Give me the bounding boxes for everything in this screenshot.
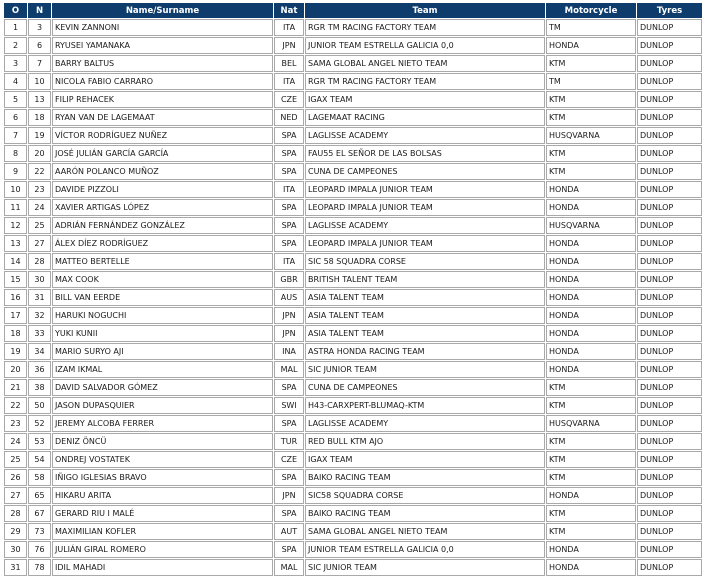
- number-cell: 53: [28, 433, 51, 450]
- table-row: [4, 289, 702, 306]
- nationality-cell: SPA: [274, 379, 304, 396]
- name-cell: ÁLEX DÍEZ RODRÍGUEZ: [52, 235, 273, 252]
- number-cell: 58: [28, 469, 51, 486]
- col-header-tyres: Tyres: [637, 3, 702, 18]
- table-row: [4, 55, 702, 72]
- team-cell: BRITISH TALENT TEAM: [305, 271, 545, 288]
- motorcycle-cell: HONDA: [546, 559, 636, 576]
- nationality-cell: GBR: [274, 271, 304, 288]
- tyres-cell: DUNLOP: [637, 415, 702, 432]
- position-cell: 1: [4, 19, 27, 36]
- tyres-cell: DUNLOP: [637, 253, 702, 270]
- team-cell: LEOPARD IMPALA JUNIOR TEAM: [305, 199, 545, 216]
- name-cell: AARÓN POLANCO MUÑOZ: [52, 163, 273, 180]
- position-cell: 18: [4, 325, 27, 342]
- nationality-cell: NED: [274, 109, 304, 126]
- position-cell: 21: [4, 379, 27, 396]
- tyres-cell: DUNLOP: [637, 55, 702, 72]
- name-cell: JEREMY ALCOBA FERRER: [52, 415, 273, 432]
- table-row: [4, 127, 702, 144]
- tyres-cell: DUNLOP: [637, 559, 702, 576]
- name-cell: MATTEO BERTELLE: [52, 253, 273, 270]
- number-cell: 54: [28, 451, 51, 468]
- tyres-cell: DUNLOP: [637, 361, 702, 378]
- number-cell: 25: [28, 217, 51, 234]
- number-cell: 27: [28, 235, 51, 252]
- col-header-number: N: [28, 3, 51, 18]
- nationality-cell: SWI: [274, 397, 304, 414]
- position-cell: 10: [4, 181, 27, 198]
- position-cell: 28: [4, 505, 27, 522]
- team-cell: RED BULL KTM AJO: [305, 433, 545, 450]
- number-cell: 13: [28, 91, 51, 108]
- team-cell: JUNIOR TEAM ESTRELLA GALICIA 0,0: [305, 37, 545, 54]
- motorcycle-cell: HONDA: [546, 289, 636, 306]
- tyres-cell: DUNLOP: [637, 451, 702, 468]
- number-cell: 18: [28, 109, 51, 126]
- table-row: [4, 73, 702, 90]
- motorcycle-cell: HONDA: [546, 541, 636, 558]
- position-cell: 7: [4, 127, 27, 144]
- table-row: [4, 541, 702, 558]
- motorcycle-cell: HONDA: [546, 487, 636, 504]
- col-header-motorcycle: Motorcycle: [546, 3, 636, 18]
- motorcycle-cell: HONDA: [546, 181, 636, 198]
- nationality-cell: TUR: [274, 433, 304, 450]
- table-row: [4, 235, 702, 252]
- position-cell: 8: [4, 145, 27, 162]
- table-row: [4, 109, 702, 126]
- position-cell: 30: [4, 541, 27, 558]
- tyres-cell: DUNLOP: [637, 181, 702, 198]
- tyres-cell: DUNLOP: [637, 199, 702, 216]
- motorcycle-cell: KTM: [546, 163, 636, 180]
- table-row: [4, 343, 702, 360]
- table-row: [4, 163, 702, 180]
- position-cell: 14: [4, 253, 27, 270]
- tyres-cell: DUNLOP: [637, 127, 702, 144]
- tyres-cell: DUNLOP: [637, 19, 702, 36]
- table-row: [4, 487, 702, 504]
- nationality-cell: SPA: [274, 541, 304, 558]
- position-cell: 25: [4, 451, 27, 468]
- tyres-cell: DUNLOP: [637, 217, 702, 234]
- name-cell: BARRY BALTUS: [52, 55, 273, 72]
- tyres-cell: DUNLOP: [637, 73, 702, 90]
- name-cell: JASON DUPASQUIER: [52, 397, 273, 414]
- number-cell: 38: [28, 379, 51, 396]
- tyres-cell: DUNLOP: [637, 469, 702, 486]
- tyres-cell: DUNLOP: [637, 523, 702, 540]
- name-cell: HIKARU ARITA: [52, 487, 273, 504]
- name-cell: DAVID SALVADOR GÓMEZ: [52, 379, 273, 396]
- nationality-cell: JPN: [274, 487, 304, 504]
- nationality-cell: SPA: [274, 469, 304, 486]
- number-cell: 22: [28, 163, 51, 180]
- position-cell: 29: [4, 523, 27, 540]
- nationality-cell: INA: [274, 343, 304, 360]
- motorcycle-cell: HONDA: [546, 271, 636, 288]
- motorcycle-cell: KTM: [546, 505, 636, 522]
- number-cell: 23: [28, 181, 51, 198]
- motorcycle-cell: KTM: [546, 397, 636, 414]
- table-row: [4, 37, 702, 54]
- number-cell: 10: [28, 73, 51, 90]
- number-cell: 78: [28, 559, 51, 576]
- name-cell: HARUKI NOGUCHI: [52, 307, 273, 324]
- nationality-cell: SPA: [274, 505, 304, 522]
- tyres-cell: DUNLOP: [637, 541, 702, 558]
- number-cell: 20: [28, 145, 51, 162]
- nationality-cell: SPA: [274, 415, 304, 432]
- number-cell: 28: [28, 253, 51, 270]
- table-row: [4, 181, 702, 198]
- table-row: [4, 19, 702, 36]
- team-cell: CUNA DE CAMPEONES: [305, 379, 545, 396]
- team-cell: LAGLISSE ACADEMY: [305, 127, 545, 144]
- team-cell: LEOPARD IMPALA JUNIOR TEAM: [305, 181, 545, 198]
- motorcycle-cell: HONDA: [546, 199, 636, 216]
- name-cell: IÑIGO IGLESIAS BRAVO: [52, 469, 273, 486]
- position-cell: 22: [4, 397, 27, 414]
- team-cell: ASIA TALENT TEAM: [305, 289, 545, 306]
- name-cell: YUKI KUNII: [52, 325, 273, 342]
- motorcycle-cell: KTM: [546, 91, 636, 108]
- nationality-cell: ITA: [274, 181, 304, 198]
- position-cell: 4: [4, 73, 27, 90]
- position-cell: 9: [4, 163, 27, 180]
- name-cell: MAXIMILIAN KOFLER: [52, 523, 273, 540]
- name-cell: IDIL MAHADI: [52, 559, 273, 576]
- nationality-cell: SPA: [274, 235, 304, 252]
- number-cell: 73: [28, 523, 51, 540]
- team-cell: LEOPARD IMPALA JUNIOR TEAM: [305, 235, 545, 252]
- position-cell: 26: [4, 469, 27, 486]
- motorcycle-cell: HONDA: [546, 361, 636, 378]
- nationality-cell: ITA: [274, 253, 304, 270]
- nationality-cell: SPA: [274, 217, 304, 234]
- team-cell: LAGLISSE ACADEMY: [305, 217, 545, 234]
- motorcycle-cell: KTM: [546, 145, 636, 162]
- motorcycle-cell: HONDA: [546, 307, 636, 324]
- table-row: [4, 505, 702, 522]
- position-cell: 24: [4, 433, 27, 450]
- team-cell: JUNIOR TEAM ESTRELLA GALICIA 0,0: [305, 541, 545, 558]
- motorcycle-cell: HONDA: [546, 343, 636, 360]
- team-cell: ASIA TALENT TEAM: [305, 325, 545, 342]
- nationality-cell: JPN: [274, 307, 304, 324]
- tyres-cell: DUNLOP: [637, 235, 702, 252]
- name-cell: JULIÁN GIRAL ROMERO: [52, 541, 273, 558]
- position-cell: 11: [4, 199, 27, 216]
- tyres-cell: DUNLOP: [637, 271, 702, 288]
- team-cell: CUNA DE CAMPEONES: [305, 163, 545, 180]
- number-cell: 76: [28, 541, 51, 558]
- number-cell: 30: [28, 271, 51, 288]
- nationality-cell: MAL: [274, 361, 304, 378]
- tyres-cell: DUNLOP: [637, 145, 702, 162]
- team-cell: SIC JUNIOR TEAM: [305, 559, 545, 576]
- team-cell: SAMA GLOBAL ANGEL NIETO TEAM: [305, 55, 545, 72]
- nationality-cell: AUS: [274, 289, 304, 306]
- team-cell: IGAX TEAM: [305, 451, 545, 468]
- name-cell: RYAN VAN DE LAGEMAAT: [52, 109, 273, 126]
- name-cell: MARIO SURYO AJI: [52, 343, 273, 360]
- motorcycle-cell: HONDA: [546, 37, 636, 54]
- header-row: [4, 3, 702, 18]
- motorcycle-cell: KTM: [546, 451, 636, 468]
- motorcycle-cell: KTM: [546, 379, 636, 396]
- col-header-position: O: [4, 3, 27, 18]
- team-cell: ASIA TALENT TEAM: [305, 307, 545, 324]
- table-row: [4, 145, 702, 162]
- number-cell: 19: [28, 127, 51, 144]
- col-header-name: Name/Surname: [52, 3, 273, 18]
- team-cell: BAIKO RACING TEAM: [305, 505, 545, 522]
- number-cell: 34: [28, 343, 51, 360]
- name-cell: ONDREJ VOSTATEK: [52, 451, 273, 468]
- number-cell: 24: [28, 199, 51, 216]
- table-row: [4, 559, 702, 576]
- motorcycle-cell: TM: [546, 19, 636, 36]
- position-cell: 13: [4, 235, 27, 252]
- tyres-cell: DUNLOP: [637, 325, 702, 342]
- table-row: [4, 523, 702, 540]
- table-row: [4, 199, 702, 216]
- motorcycle-cell: HUSQVARNA: [546, 415, 636, 432]
- nationality-cell: SPA: [274, 199, 304, 216]
- table-row: [4, 361, 702, 378]
- motorcycle-cell: HONDA: [546, 325, 636, 342]
- motorcycle-cell: KTM: [546, 433, 636, 450]
- position-cell: 27: [4, 487, 27, 504]
- team-cell: SIC JUNIOR TEAM: [305, 361, 545, 378]
- name-cell: VÍCTOR RODRÍGUEZ NUÑEZ: [52, 127, 273, 144]
- name-cell: NICOLA FABIO CARRARO: [52, 73, 273, 90]
- tyres-cell: DUNLOP: [637, 379, 702, 396]
- motorcycle-cell: HUSQVARNA: [546, 127, 636, 144]
- table-row: [4, 397, 702, 414]
- team-cell: SAMA GLOBAL ANGEL NIETO TEAM: [305, 523, 545, 540]
- table-row: [4, 271, 702, 288]
- tyres-cell: DUNLOP: [637, 91, 702, 108]
- tyres-cell: DUNLOP: [637, 343, 702, 360]
- name-cell: DENIZ ÖNCÜ: [52, 433, 273, 450]
- nationality-cell: SPA: [274, 127, 304, 144]
- table-row: [4, 325, 702, 342]
- position-cell: 12: [4, 217, 27, 234]
- number-cell: 36: [28, 361, 51, 378]
- motorcycle-cell: KTM: [546, 523, 636, 540]
- nationality-cell: AUT: [274, 523, 304, 540]
- table-row: [4, 379, 702, 396]
- number-cell: 31: [28, 289, 51, 306]
- table-row: [4, 451, 702, 468]
- name-cell: JOSÉ JULIÁN GARCÍA GARCÍA: [52, 145, 273, 162]
- team-cell: ASTRA HONDA RACING TEAM: [305, 343, 545, 360]
- team-cell: FAU55 EL SEÑOR DE LAS BOLSAS: [305, 145, 545, 162]
- nationality-cell: ITA: [274, 19, 304, 36]
- tyres-cell: DUNLOP: [637, 37, 702, 54]
- col-header-nationality: Nat: [274, 3, 304, 18]
- team-cell: RGR TM RACING FACTORY TEAM: [305, 73, 545, 90]
- name-cell: GERARD RIU I MALÉ: [52, 505, 273, 522]
- name-cell: FILIP REHACEK: [52, 91, 273, 108]
- name-cell: ADRIÁN FERNÁNDEZ GONZÁLEZ: [52, 217, 273, 234]
- position-cell: 23: [4, 415, 27, 432]
- position-cell: 6: [4, 109, 27, 126]
- position-cell: 3: [4, 55, 27, 72]
- table-row: [4, 307, 702, 324]
- name-cell: BILL VAN EERDE: [52, 289, 273, 306]
- name-cell: KEVIN ZANNONI: [52, 19, 273, 36]
- tyres-cell: DUNLOP: [637, 109, 702, 126]
- number-cell: 3: [28, 19, 51, 36]
- number-cell: 65: [28, 487, 51, 504]
- number-cell: 67: [28, 505, 51, 522]
- motorcycle-cell: KTM: [546, 469, 636, 486]
- nationality-cell: BEL: [274, 55, 304, 72]
- motorcycle-cell: HONDA: [546, 235, 636, 252]
- nationality-cell: JPN: [274, 325, 304, 342]
- tyres-cell: DUNLOP: [637, 307, 702, 324]
- col-header-team: Team: [305, 3, 545, 18]
- position-cell: 5: [4, 91, 27, 108]
- tyres-cell: DUNLOP: [637, 505, 702, 522]
- number-cell: 33: [28, 325, 51, 342]
- nationality-cell: JPN: [274, 37, 304, 54]
- name-cell: XAVIER ARTIGAS LÓPEZ: [52, 199, 273, 216]
- entry-list-table: [3, 2, 703, 577]
- motorcycle-cell: TM: [546, 73, 636, 90]
- motorcycle-cell: HONDA: [546, 253, 636, 270]
- nationality-cell: SPA: [274, 163, 304, 180]
- table-row: [4, 91, 702, 108]
- nationality-cell: SPA: [274, 145, 304, 162]
- name-cell: MAX COOK: [52, 271, 273, 288]
- motorcycle-cell: HUSQVARNA: [546, 217, 636, 234]
- position-cell: 15: [4, 271, 27, 288]
- team-cell: BAIKO RACING TEAM: [305, 469, 545, 486]
- tyres-cell: DUNLOP: [637, 397, 702, 414]
- name-cell: RYUSEI YAMANAKA: [52, 37, 273, 54]
- nationality-cell: MAL: [274, 559, 304, 576]
- tyres-cell: DUNLOP: [637, 433, 702, 450]
- tyres-cell: DUNLOP: [637, 289, 702, 306]
- team-cell: IGAX TEAM: [305, 91, 545, 108]
- table-row: [4, 433, 702, 450]
- nationality-cell: ITA: [274, 73, 304, 90]
- team-cell: SIC58 SQUADRA CORSE: [305, 487, 545, 504]
- table-row: [4, 217, 702, 234]
- table-row: [4, 253, 702, 270]
- number-cell: 52: [28, 415, 51, 432]
- number-cell: 7: [28, 55, 51, 72]
- table-row: [4, 469, 702, 486]
- team-cell: H43-CARXPERT-BLUMAQ-KTM: [305, 397, 545, 414]
- position-cell: 31: [4, 559, 27, 576]
- position-cell: 20: [4, 361, 27, 378]
- team-cell: RGR TM RACING FACTORY TEAM: [305, 19, 545, 36]
- tyres-cell: DUNLOP: [637, 487, 702, 504]
- motorcycle-cell: KTM: [546, 55, 636, 72]
- position-cell: 17: [4, 307, 27, 324]
- team-cell: LAGEMAAT RACING: [305, 109, 545, 126]
- number-cell: 32: [28, 307, 51, 324]
- team-cell: SIC 58 SQUADRA CORSE: [305, 253, 545, 270]
- position-cell: 19: [4, 343, 27, 360]
- table-row: [4, 415, 702, 432]
- name-cell: IZAM IKMAL: [52, 361, 273, 378]
- position-cell: 16: [4, 289, 27, 306]
- number-cell: 6: [28, 37, 51, 54]
- tyres-cell: DUNLOP: [637, 163, 702, 180]
- position-cell: 2: [4, 37, 27, 54]
- motorcycle-cell: KTM: [546, 109, 636, 126]
- number-cell: 50: [28, 397, 51, 414]
- nationality-cell: CZE: [274, 451, 304, 468]
- name-cell: DAVIDE PIZZOLI: [52, 181, 273, 198]
- team-cell: LAGLISSE ACADEMY: [305, 415, 545, 432]
- nationality-cell: CZE: [274, 91, 304, 108]
